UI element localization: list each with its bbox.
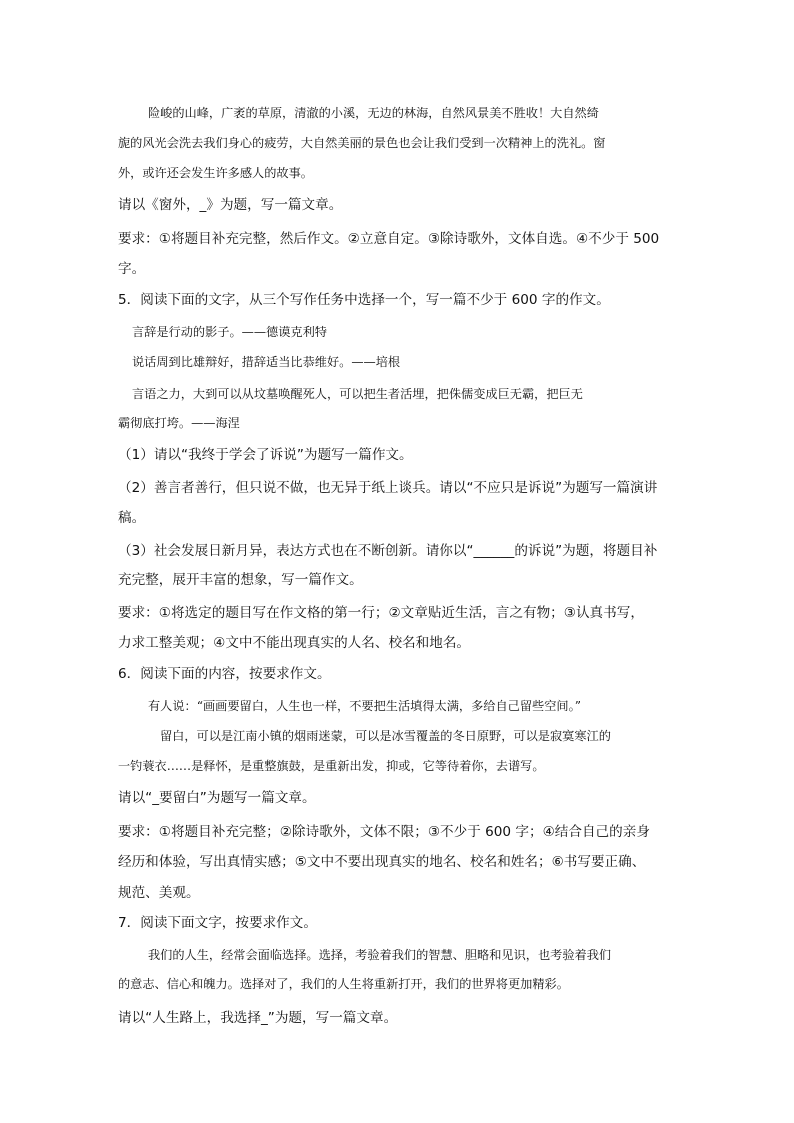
requirements-line: 字。 <box>118 261 146 277</box>
requirements-line: 经历和体验，写出真情实感；⑤文中不要出现真实的地名、校名和姓名；⑥书写要正确、 <box>118 854 646 870</box>
task-prompt: 请以“人生路上，我选择_”为题，写一篇文章。 <box>118 1010 398 1026</box>
task-option: （1）请以“我终于学会了诉说”为题写一篇作文。 <box>118 447 413 463</box>
passage-line: 险峻的山峰，广袤的草原，清澈的小溪，无边的林海，自然风景美不胜收！大自然绮 <box>148 106 599 120</box>
task-prompt: 请以《窗外，_》为题，写一篇文章。 <box>118 197 343 213</box>
requirements-line: 力求工整美观；④文中不能出现真实的人名、校名和地名。 <box>118 635 471 651</box>
quote-line: 有人说：“画画要留白，人生也一样，不要把生活填得太满，多给自己留些空间。” <box>148 699 581 713</box>
passage-line: 旎的风光会洗去我们身心的疲劳，大自然美丽的景色也会让我们受到一次精神上的洗礼。窗 <box>118 136 606 150</box>
quote-line: 留白，可以是江南小镇的烟雨迷蒙，可以是冰雪覆盖的冬日原野，可以是寂寞寒江的 <box>160 729 611 743</box>
quote-line: 的意志、信心和魄力。选择对了，我们的人生将重新打开，我们的世界将更加精彩。 <box>118 977 569 991</box>
task-option: （2）善言者善行，但只说不做，也无异于纸上谈兵。请以“不应只是诉说”为题写一篇演讲 <box>118 480 658 496</box>
quote-line: 言语之力，大到可以从坟墓唤醒死人，可以把生者活埋，把侏儒变成巨无霸，把巨无 <box>132 387 583 401</box>
task-option: 充完整，展开丰富的想象，写一篇作文。 <box>118 572 363 588</box>
question-heading: 7．阅读下面文字，按要求作文。 <box>118 915 317 931</box>
quote-line: 我们的人生，经常会面临选择。选择，考验着我们的智慧、胆略和见识，也考验着我们 <box>148 948 612 962</box>
requirements-line: 规范、美观。 <box>118 885 200 901</box>
quote-line: 说话周到比雄辩好，措辞适当比恭维好。——培根 <box>132 355 401 369</box>
requirements-line: 要求：①将题目补充完整；②除诗歌外，文体不限；③不少于 600 字；④结合自己的亲身 <box>118 824 650 840</box>
task-option: （3）社会发展日新月异，表达方式也在不断创新。请你以“______的诉说”为题，将题目补 <box>118 543 658 559</box>
quote-line: 一钓蓑衣……是释怀，是重整旗鼓，是重新出发，抑或，它等待着你，去谱写。 <box>118 759 545 773</box>
task-prompt: 请以“_要留白”为题写一篇文章。 <box>118 790 316 806</box>
passage-line: 外，或许还会发生许多感人的故事。 <box>118 166 313 180</box>
quote-line: 霸彻底打垮。——海涅 <box>118 416 240 430</box>
quote-line: 言辞是行动的影子。——德谟克利特 <box>132 325 327 339</box>
requirements-line: 要求：①将选定的题目写在作文格的第一行；②文章贴近生活，言之有物；③认真书写， <box>118 605 644 621</box>
question-heading: 5．阅读下面的文字，从三个写作任务中选择一个，写一篇不少于 600 字的作文。 <box>118 292 610 308</box>
requirements-line: 要求：①将题目补充完整，然后作文。②立意自定。③除诗歌外，文体自选。④不少于 500 <box>118 231 660 247</box>
question-heading: 6．阅读下面的内容，按要求作文。 <box>118 666 331 682</box>
task-option: 稿。 <box>118 510 146 526</box>
